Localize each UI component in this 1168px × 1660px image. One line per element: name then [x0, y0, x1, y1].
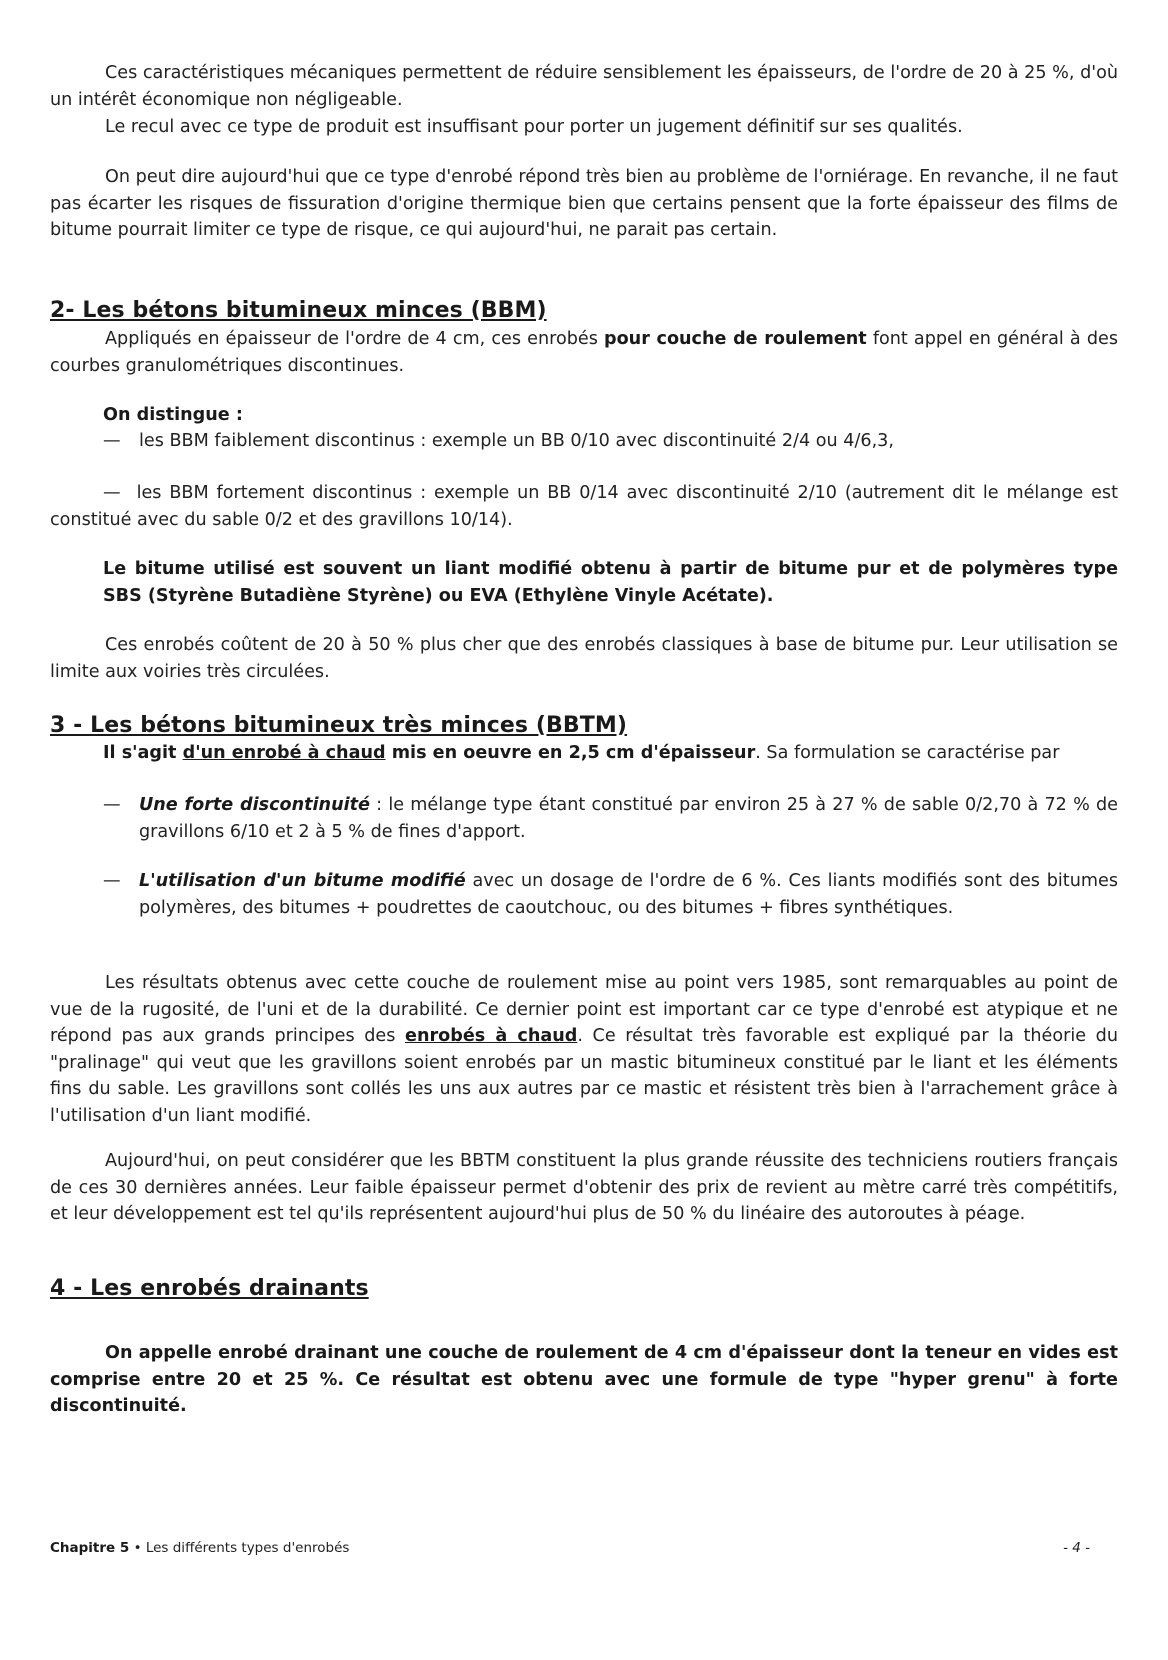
- dash-bullet: —: [103, 871, 121, 891]
- bold-underline-text: enrobés à chaud: [405, 1026, 578, 1047]
- footer-chapter: Chapitre 5: [50, 1540, 130, 1556]
- footer-separator: •: [129, 1540, 146, 1556]
- section-heading-bbtm: 3 - Les bétons bitumineux très minces (BBTM): [50, 713, 628, 738]
- dash-bullet: —: [103, 431, 121, 451]
- paragraph-bitume-modifie: Le bitume utilisé est souvent un liant modifié obtenu à partir de bitume pur et de polymères type SBS (Styrène Butadiène Styrène) ou EVA (Ethylène Vinyle Acétate).: [103, 559, 1118, 606]
- paragraph-bbm-intro: [50, 326, 1118, 379]
- paragraph-bbtm-intro: [103, 740, 1118, 767]
- text-span: Les résultats obtenus avec cette couche de roulement mise au point vers 1985, sont remarquables au point de vue de la rugosité, de l'uni et de la durabilité. Ce dernier point est important car ce type d'enrobé est atypique et ne répond pas aux grands principes des: [50, 973, 1118, 1047]
- list-item-forte-discontinuite: [103, 792, 1118, 845]
- bold-text: Il s'agit: [103, 743, 183, 763]
- page-footer: [50, 1540, 1090, 1556]
- list-item-text: avec un dosage de l'ordre de 6 %. Ces liants modifiés sont des bitumes polymères, des bitumes + poudrettes de caoutchouc, ou des bitumes + fibres synthétiques.: [139, 871, 1118, 918]
- text-span: . Ce résultat très favorable est expliqué par la théorie du "pralinage" qui veut que les gravillons soient enrobés par un mastic bitumineux constitué par le liant et les éléments fins du sable. Les gravillons sont collés les uns aux autres par ce mastic et résistent très bien à l'arrachement grâce à l'utilisation d'un liant modifié.: [50, 1026, 1118, 1126]
- bold-italic-text: L'utilisation d'un bitume modifié: [139, 871, 466, 891]
- paragraph-text: On appelle enrobé drainant une couche de roulement de 4 cm d'épaisseur dont la teneur en vides est comprise entre 20 et 25 %. Ce résultat est obtenu avec une formule de type "hyper grenu" à forte discontinuité.: [50, 1343, 1118, 1417]
- list-item-text: les BBM faiblement discontinus : exemple un BB 0/10 avec discontinuité 2/4 ou 4/6,3,: [139, 431, 894, 451]
- text-span: Appliqués en épaisseur de l'ordre de 4 cm, ces enrobés: [105, 329, 604, 349]
- paragraph-text: Le recul avec ce type de produit est insuffisant pour porter un jugement définitif sur ses qualités.: [105, 117, 963, 137]
- paragraph-caracteristiques: [50, 60, 1118, 113]
- bold-italic-text: Une forte discontinuité: [139, 795, 370, 815]
- section-heading-bbm: 2- Les bétons bitumineux minces (BBM): [50, 298, 547, 323]
- paragraph-cout: [50, 632, 1118, 685]
- list-item-bbm-faiblement: [103, 428, 1118, 455]
- on-distingue-label: On distingue :: [103, 405, 243, 425]
- paragraph-text: Ces caractéristiques mécaniques permettent de réduire sensiblement les épaisseurs, de l'ordre de 20 à 25 %, d'où un intérêt économique non négligeable.: [50, 63, 1118, 110]
- footer-title: Les différents types d'enrobés: [145, 1540, 350, 1556]
- paragraph-enrobe-drainant: [50, 1340, 1118, 1420]
- paragraph-text: Ces enrobés coûtent de 20 à 50 % plus cher que des enrobés classiques à base de bitume pur. Leur utilisation se limite aux voiries très circulées.: [50, 635, 1118, 682]
- bold-text: mis en oeuvre en 2,5 cm d'épaisseur: [385, 743, 756, 763]
- text-span: . Sa formulation se caractérise par: [755, 743, 1060, 763]
- paragraph-recul: [50, 114, 1118, 141]
- paragraph-resultats: [50, 970, 1118, 1130]
- paragraph-aujourdhui: [50, 1148, 1118, 1228]
- page-number: - 4 -: [1063, 1540, 1090, 1556]
- bold-text: pour couche de roulement: [603, 329, 867, 349]
- dash-bullet: —: [103, 483, 121, 503]
- paragraph-ornierage: [50, 164, 1118, 244]
- bold-underline-text: d'un enrobé à chaud: [182, 743, 386, 763]
- list-item-bbm-fortement: [50, 480, 1118, 533]
- text-span: font appel en général à des courbes granulométriques discontinues.: [50, 329, 1118, 376]
- dash-bullet: —: [103, 795, 121, 815]
- paragraph-text: Aujourd'hui, on peut considérer que les BBTM constituent la plus grande réussite des techniciens routiers français de ces 30 dernières années. Leur faible épaisseur permet d'obtenir des prix de revient au mètre carré très compétitifs, et leur développement est tel qu'ils représentent aujourd'hui plus de 50 % du linéaire des autoroutes à péage.: [50, 1151, 1118, 1225]
- paragraph-text: On peut dire aujourd'hui que ce type d'enrobé répond très bien au problème de l'orniérage. En revanche, il ne faut pas écarter les risques de fissuration d'origine thermique bien que certains pensent que la forte épaisseur des films de bitume pourrait limiter ce type de risque, ce qui aujourd'hui, ne parait pas certain.: [50, 167, 1118, 241]
- list-item-bitume-modifie: [103, 868, 1118, 921]
- list-item-text: les BBM fortement discontinus : exemple un BB 0/14 avec discontinuité 2/10 (autrement dit le mélange est constitué avec du sable 0/2 et des gravillons 10/14).: [50, 483, 1118, 530]
- section-heading-drainants: 4 - Les enrobés drainants: [50, 1276, 369, 1301]
- list-item-text: : le mélange type étant constitué par environ 25 à 27 % de sable 0/2,70 à 72 % de gravillons 6/10 et 2 à 5 % de fines d'apport.: [139, 795, 1118, 842]
